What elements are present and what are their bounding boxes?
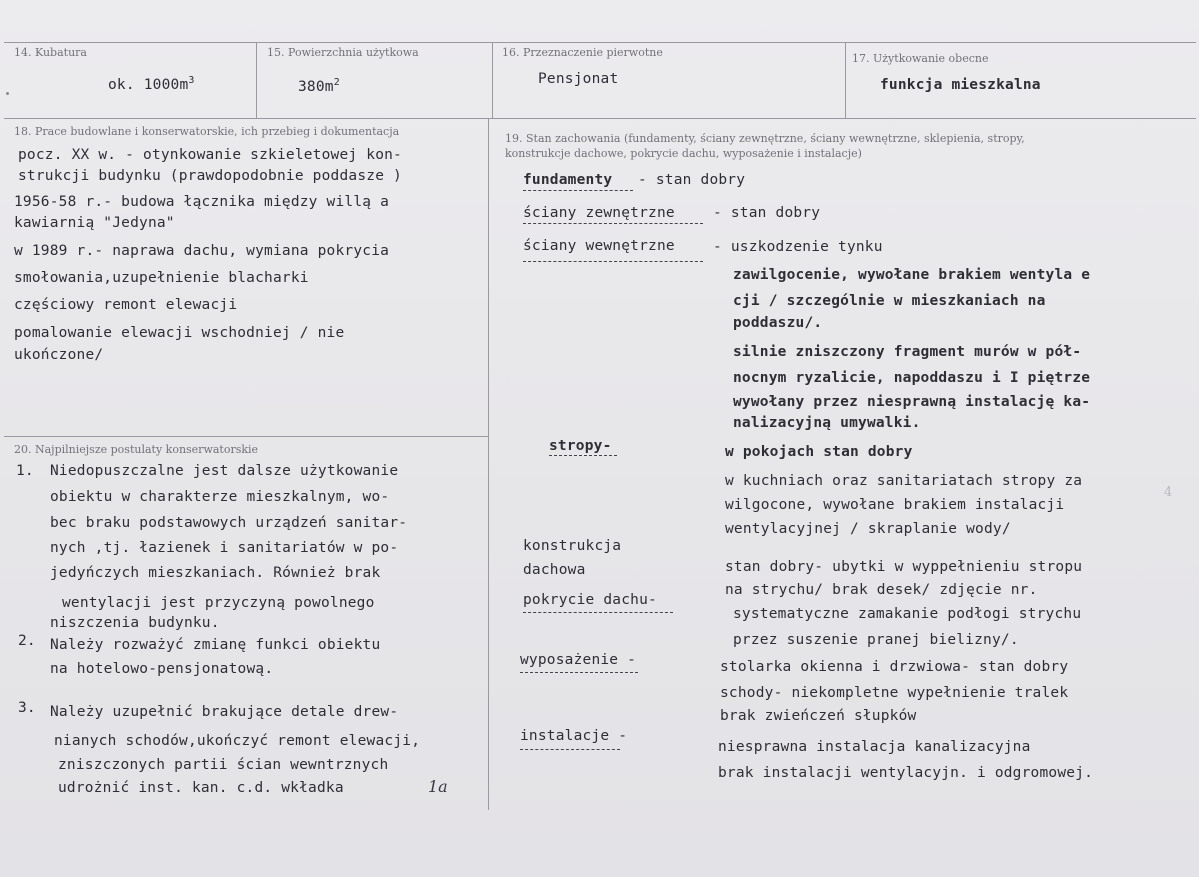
detail-line: przez suszenie pranej bielizny/. [733,632,1019,648]
konstrukcja-term-continued: dachowa [523,562,586,578]
wyposazenie-underline [520,672,638,673]
field-16-value: Pensjonat [538,71,619,87]
item-line: nych ,tj. łazienek i sanitariatów w po- [50,540,399,556]
item-line: jedyńczych mieszkaniach. Również brak [50,565,381,581]
item-line: Należy rozważyć zmianę funkci obiektu [50,637,381,653]
pokrycie-underline [523,612,673,613]
detail-line: silnie zniszczony fragment murów w pół- [733,344,1082,360]
section-18-line: częściowy remont elewacji [14,297,238,313]
header-bottom-rule [4,118,1196,119]
instalacje-term: instalacje - [520,728,628,744]
item-3-number: 3. [18,700,36,716]
section-18-line: w 1989 r.- naprawa dachu, wymiana pokrycia [14,243,390,259]
section-18-line: kawiarnią "Jedyna" [14,215,175,231]
item-line: Niedopuszczalne jest dalsze użytkowanie [50,463,399,479]
section-18-line: pocz. XX w. - otynkowanie szkieletowej kon- [18,147,402,163]
pokrycie-term: pokrycie dachu- [523,592,657,608]
detail-line: nalizacyjną umywalki. [733,415,921,431]
detail-line: systematyczne zamakanie podłogi strychu [733,606,1082,622]
wyposazenie-term: wyposażenie - [520,652,637,668]
item-line: udrożnić inst. kan. c.d. wkładka [58,780,344,796]
fundamenty-term: fundamenty [523,172,613,188]
section-18-line: 1956-58 r.- budowa łącznika między willą a [14,194,390,210]
field-15-label: 15. Powierzchnia użytkowa [267,46,419,59]
detail-line: w kuchniach oraz sanitariatach stropy za [725,473,1083,489]
sciany-zewnetrzne-underline [523,223,703,224]
field-14-value: ok. $1000m^3$ [108,75,195,93]
stropy-term: stropy- [549,438,612,454]
detail-line: na strychu/ brak desek/ zdjęcie nr. [725,582,1038,598]
detail-line: nocnym ryzalicie, napoddaszu i I piętrze [733,370,1091,386]
detail-line: wilgocone, wywołane brakiem instalacji [725,497,1065,513]
detail-line: brak instalacji wentylacyjn. i odgromowej. [718,765,1094,781]
sciany-wewnetrzne-text: - uszkodzenie tynku [713,239,883,255]
column-divider [488,118,489,810]
detail-line: brak zwieńczeń słupków [720,708,917,724]
detail-line: wywołany przez niesprawną instalację ka- [733,394,1091,410]
item-1-number: 1. [16,463,34,479]
fundamenty-underline [523,190,633,191]
item-line: nianych schodów,ukończyć remont elewacji, [54,733,421,749]
detail-line: w pokojach stan dobry [725,444,913,460]
section-18-line: pomalowanie elewacji wschodniej / nie [14,325,345,341]
item-line: wentylacji jest przyczyną powolnego [62,595,375,611]
field-17-value: funkcja mieszkalna [880,77,1041,93]
detail-line: cji / szczególnie w mieszkaniach na [733,293,1046,309]
section-18-bottom-rule [4,436,488,437]
header-divider-2 [492,42,493,118]
field-16-label: 16. Przeznaczenie pierwotne [502,46,663,59]
sciany-wewnetrzne-underline [523,261,703,262]
section-18-line: ukończone/ [14,347,104,363]
detail-line: wentylacyjnej / skraplanie wody/ [725,521,1011,537]
detail-line: stolarka okienna i drzwiowa- stan dobry [720,659,1069,675]
detail-line: niesprawna instalacja kanalizacyjna [718,739,1031,755]
stropy-underline [549,455,617,456]
section-18-line: strukcji budynku (prawdopodobnie poddasze ) [18,168,402,184]
detail-line: schody- niekompletne wypełnienie tralek [720,685,1069,701]
section-19-label-continued: konstrukcje dachowe, pokrycie dachu, wyposażenie i instalacje) [505,147,862,160]
sciany-zewnetrzne-term: ściany zewnętrzne [523,205,675,221]
section-19-label: 19. Stan zachowania (fundamenty, ściany zewnętrzne, ściany wewnętrzne, sklepienia, stropy, [505,132,1025,145]
header-divider-3 [845,42,846,118]
margin-mark: 4 [1164,485,1173,500]
fundamenty-text: - stan dobry [638,172,746,188]
field-15-value: $380m^2$ [298,77,340,95]
item-line: na hotelowo-pensjonatową. [50,661,274,677]
item-line: obiektu w charakterze mieszkalnym, wo- [50,489,390,505]
item-line: niszczenia budynku. [50,615,220,631]
section-20-label: 20. Najpilniejsze postulaty konserwatorskie [14,443,259,456]
speck [6,92,9,95]
top-rule [4,42,1196,43]
item-2-number: 2. [18,633,36,649]
detail-line: zawilgocenie, wywołane brakiem wentyla e [733,267,1091,283]
detail-line: poddaszu/. [733,315,823,331]
detail-line: stan dobry- ubytki w wyppełnieniu stropu [725,559,1083,575]
sciany-zewnetrzne-text: - stan dobry [713,205,821,221]
field-14-label: 14. Kubatura [14,46,87,59]
header-divider-1 [256,42,257,118]
instalacje-underline [520,749,620,750]
field-17-label: 17. Użytkowanie obecne [852,52,989,65]
section-18-line: smołowania,uzupełnienie blacharki [14,270,309,286]
item-line: zniszczonych partii ścian wewntrznych [58,757,389,773]
sciany-wewnetrzne-term: ściany wewnętrzne [523,238,675,254]
item-line: bec braku podstawowych urządzeń sanitar- [50,515,408,531]
section-18-label: 18. Prace budowlane i konserwatorskie, ich przebieg i dokumentacja [14,125,400,138]
insert-reference: 1a [428,777,448,796]
konstrukcja-term: konstrukcja [523,538,622,554]
item-line: Należy uzupełnić brakujące detale drew- [50,704,399,720]
